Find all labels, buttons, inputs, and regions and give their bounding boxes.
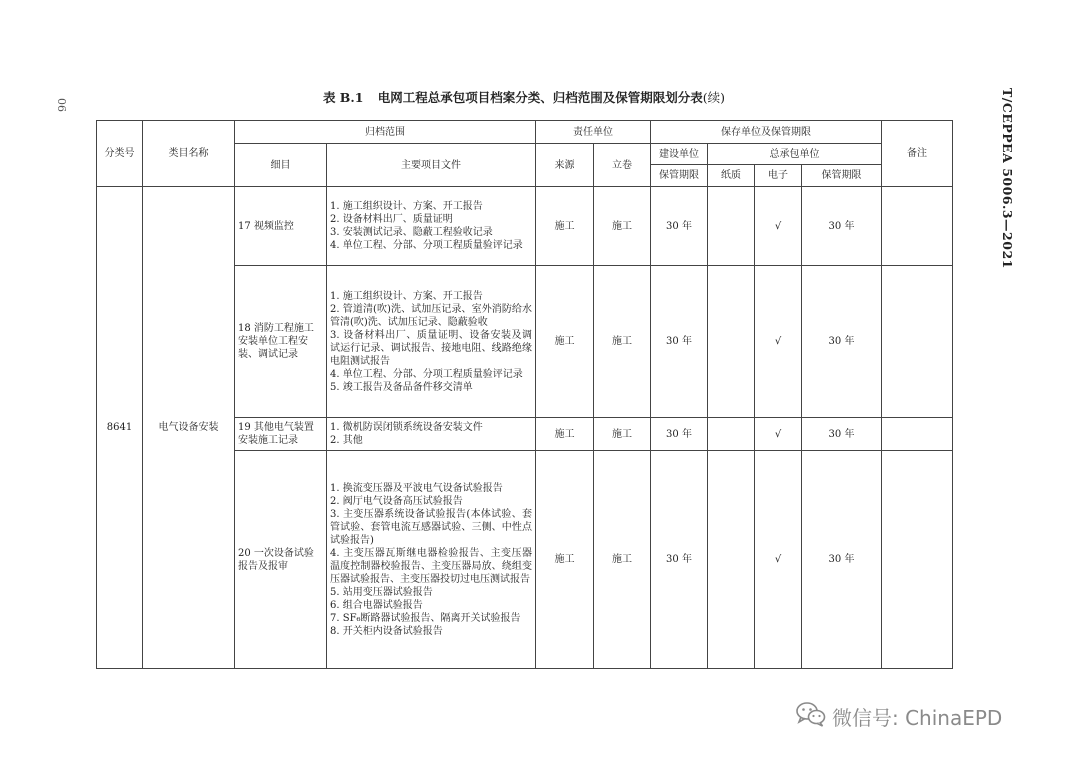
electronic-cell: √ xyxy=(755,266,802,418)
paper-cell xyxy=(708,187,755,266)
construction-period-cell: 30 年 xyxy=(651,266,708,418)
header-epc-unit: 总承包单位 xyxy=(708,144,882,165)
header-paper: 纸质 xyxy=(708,165,755,187)
construction-period-cell: 30 年 xyxy=(651,451,708,669)
doc-line: 7. SF₆断路器试验报告、隔离开关试验报告 xyxy=(330,612,521,624)
header-category-code: 分类号 xyxy=(97,121,143,187)
watermark-text: 微信号: ChinaEPD xyxy=(832,705,1003,730)
paper-cell xyxy=(708,451,755,669)
standard-code: T/CEPPEA 5006.3—2021 xyxy=(1000,88,1015,269)
header-filing: 立卷 xyxy=(594,144,651,187)
table-number: 表 B.1 xyxy=(322,90,364,105)
doc-line: 2. 管道清(吹)洗、试加压记录、室外消防给水管清(吹)洗、试加压记录、隐蔽验收 xyxy=(330,303,532,328)
header-main-docs: 主要项目文件 xyxy=(327,144,536,187)
doc-line: 5. 站用变压器试验报告 xyxy=(330,586,433,598)
archive-table xyxy=(96,120,953,669)
epc-period-cell: 30 年 xyxy=(802,187,882,266)
filing-cell: 施工 xyxy=(594,266,651,418)
doc-line: 1. 微机防误闭锁系统设备安装文件 xyxy=(330,422,483,433)
doc-line: 1. 换流变压器及平波电气设备试验报告 xyxy=(330,482,503,494)
epc-period-cell: 30 年 xyxy=(802,418,882,451)
item-cell: 19 其他电气装置安装施工记录 xyxy=(235,418,327,451)
category-code: 8641 xyxy=(97,187,143,669)
header-remarks: 备注 xyxy=(882,121,953,187)
source-cell: 施工 xyxy=(536,418,594,451)
doc-line: 2. 设备材料出厂、质量证明 xyxy=(330,214,453,225)
docs-cell xyxy=(327,187,536,266)
epc-period-cell: 30 年 xyxy=(802,266,882,418)
header-source: 来源 xyxy=(536,144,594,187)
header-retention-period-epc: 保管期限 xyxy=(802,165,882,187)
construction-period-cell: 30 年 xyxy=(651,418,708,451)
docs-cell xyxy=(327,418,536,451)
table-continued: (续) xyxy=(702,90,726,105)
table-row xyxy=(97,187,953,266)
source-cell: 施工 xyxy=(536,266,594,418)
doc-line: 3. 设备材料出厂、质量证明、设备安装及调试运行记录、调试报告、接地电阻、线路绝缘电阻测试报告 xyxy=(330,329,532,367)
remarks-cell xyxy=(882,266,953,418)
item-cell: 17 视频监控 xyxy=(235,187,327,266)
doc-line: 2. 其他 xyxy=(330,435,363,446)
header-responsible-unit: 责任单位 xyxy=(536,121,651,144)
filing-cell: 施工 xyxy=(594,451,651,669)
doc-line: 1. 施工组织设计、方案、开工报告 xyxy=(330,201,483,212)
category-name: 电气设备安装 xyxy=(143,187,235,669)
doc-line: 6. 组合电器试验报告 xyxy=(330,599,423,611)
doc-line: 4. 单位工程、分部、分项工程质量验评记录 xyxy=(330,368,523,380)
header-custody: 保存单位及保管期限 xyxy=(651,121,882,144)
remarks-cell xyxy=(882,451,953,669)
doc-line: 3. 安装测试记录、隐蔽工程验收记录 xyxy=(330,227,493,238)
filing-cell: 施工 xyxy=(594,418,651,451)
paper-cell xyxy=(708,418,755,451)
doc-line: 4. 主变压器瓦斯继电器检验报告、主变压器温度控制器校验报告、主变压器局放、绕组变压器试验报告、主变压器投切过电压测试报告 xyxy=(330,547,532,585)
remarks-cell xyxy=(882,418,953,451)
watermark xyxy=(796,700,1002,732)
filing-cell: 施工 xyxy=(594,187,651,266)
wechat-icon xyxy=(796,701,826,732)
doc-line: 5. 竣工报告及备品备件移交清单 xyxy=(330,381,473,393)
paper-cell xyxy=(708,266,755,418)
electronic-cell: √ xyxy=(755,418,802,451)
table-title-text: 电网工程总承包项目档案分类、归档范围及保管期限划分表 xyxy=(377,90,703,105)
item-cell: 18 消防工程施工安装单位工程安装、调试记录 xyxy=(235,266,327,418)
header-construction-unit: 建设单位 xyxy=(651,144,708,165)
doc-line: 3. 主变压器系统设备试验报告(本体试验、套管试验、套管电流互感器试验、三侧、中性点试验报告) xyxy=(330,508,532,546)
construction-period-cell: 30 年 xyxy=(651,187,708,266)
doc-line: 2. 阀厅电气设备高压试验报告 xyxy=(330,495,463,507)
electronic-cell: √ xyxy=(755,451,802,669)
remarks-cell xyxy=(882,187,953,266)
doc-line: 8. 开关柜内设备试验报告 xyxy=(330,625,443,637)
table-title xyxy=(96,88,952,106)
epc-period-cell: 30 年 xyxy=(802,451,882,669)
doc-line: 1. 施工组织设计、方案、开工报告 xyxy=(330,290,483,302)
docs-cell xyxy=(327,451,536,669)
source-cell: 施工 xyxy=(536,187,594,266)
header-archive-scope: 归档范围 xyxy=(235,121,536,144)
header-item: 细目 xyxy=(235,144,327,187)
header-retention-period: 保管期限 xyxy=(651,165,708,187)
item-cell: 20 一次设备试验报告及报审 xyxy=(235,451,327,669)
page-number: 06 xyxy=(55,98,68,112)
doc-line: 4. 单位工程、分部、分项工程质量验评记录 xyxy=(330,240,523,251)
source-cell: 施工 xyxy=(536,451,594,669)
electronic-cell: √ xyxy=(755,187,802,266)
docs-cell xyxy=(327,266,536,418)
header-electronic: 电子 xyxy=(755,165,802,187)
header-category-name: 类目名称 xyxy=(143,121,235,187)
